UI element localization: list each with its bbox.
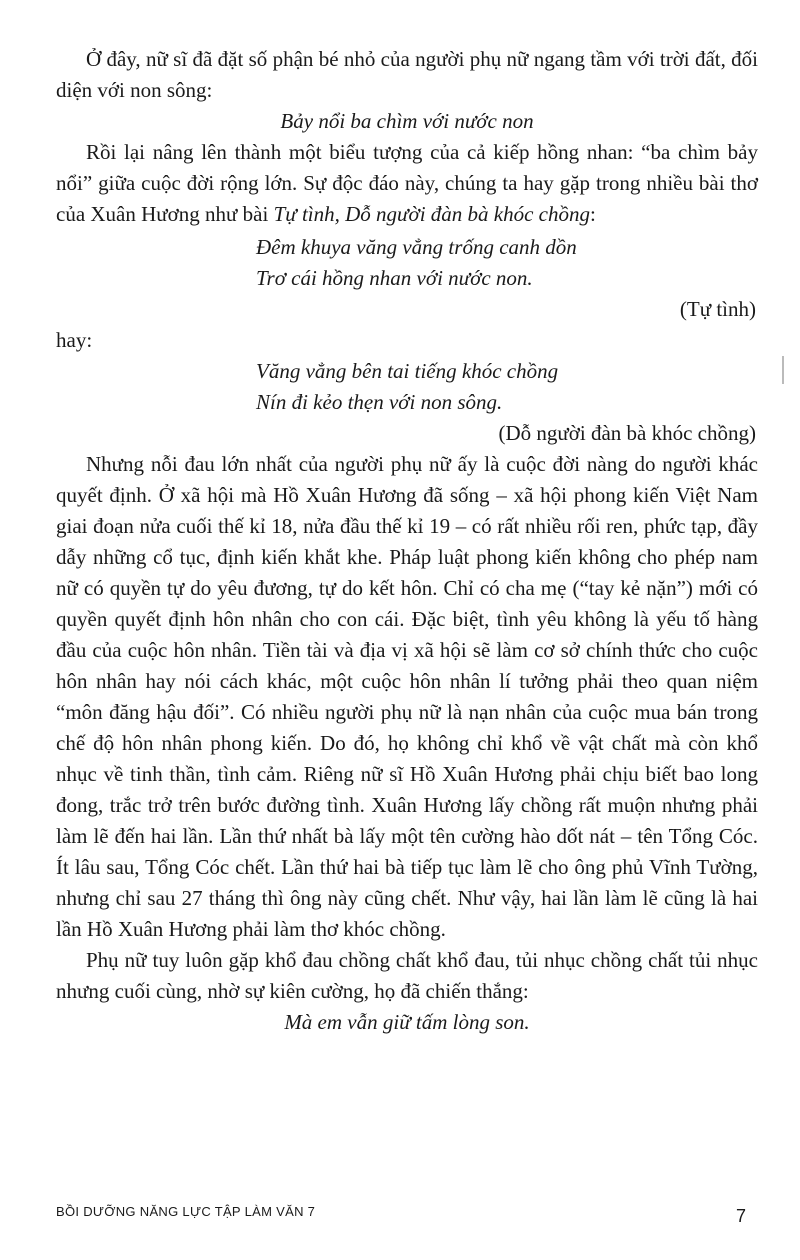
verse-1-line-1: Đêm khuya văng vẳng trống canh dồn (256, 235, 577, 259)
quote-line-2: Mà em vẫn giữ tấm lòng son. (284, 1010, 530, 1034)
paragraph-1: Ở đây, nữ sĩ đã đặt số phận bé nhỏ của người phụ nữ ngang tầm với trời đất, đối diện với non sông: (56, 47, 758, 102)
scan-edge-mark (782, 356, 784, 384)
paragraph-3: Nhưng nỗi đau lớn nhất của người phụ nữ ấy là cuộc đời nàng do người khác quyết định. Ở xã hội mà Hồ Xuân Hương đã sống – xã hội phong kiến Việt Nam giai đoạn nửa cuối thế kỉ 18, nửa đầu thế kỉ 19 – có rất nhiều rối ren, phức tạp, đầy dẫy những cổ tục, định kiến khắt khe. Pháp luật phong kiến không cho phép nam nữ có quyền tự do yêu đương, tự do kết hôn. Chỉ có cha mẹ (“tay kẻ nặn”) mới có quyền quyết định hôn nhân cho con cái. Đặc biệt, tình yêu không là yếu tố hàng đầu của cuộc hôn nhân. Tiền tài và địa vị xã hội sẽ làm cơ sở chính thức cho cuộc hôn nhân hay nói cách khác, một cuộc hôn nhân lí tưởng phải theo quan niệm “môn đăng hậu đối”. Có nhiều người phụ nữ là nạn nhân của cuộc mua bán trong chế độ hôn nhân phong kiến. Do đó, họ không chỉ khổ về vật chất mà còn khổ nhục về tinh thần, tình cảm. Riêng nữ sĩ Hồ Xuân Hương phải chịu biết bao long đong, trắc trở trên bước đường tình. Xuân Hương lấy chồng rất muộn nhưng phải làm lẽ đến hai lần. Lần thứ nhất bà lấy một tên cường hào dốt nát – tên Tổng Cóc. Ít lâu sau, Tổng Cóc chết. Lần thứ hai bà tiếp tục làm lẽ cho ông phủ Vĩnh Tường, nhưng chỉ sau 27 tháng thì ông này cũng chết. Như vậy, hai lần làm lẽ cũng là hai lần Hồ Xuân Hương phải làm thơ khóc chồng. (56, 452, 758, 941)
poem-titles: Tự tình, Dỗ người đàn bà khóc chồng (273, 202, 591, 226)
footer-book-title: BỒI DƯỠNG NĂNG LỰC TẬP LÀM VĂN 7 (56, 1204, 316, 1219)
verse-1-line-2: Trơ cái hồng nhan với nước non. (256, 266, 533, 290)
verse-1-source: (Tự tình) (679, 297, 756, 321)
page-body (56, 44, 758, 1038)
verse-2-source: (Dỗ người đàn bà khóc chồng) (498, 421, 756, 445)
paragraph-2-colon: : (590, 202, 596, 226)
paragraph-2 (56, 137, 758, 230)
verse-2-line-2: Nín đi kẻo thẹn với non sông. (256, 390, 503, 414)
paragraph-2-text: Rồi lại nâng lên thành một biểu tượng của cả kiếp hồng nhan: “ba chìm bảy nổi” giữa cuộc đời rộng lớn. Sự độc đáo này, chúng ta hay gặp trong nhiều bài thơ của Xuân Hương như bài (56, 140, 758, 226)
page-number: 7 (736, 1206, 747, 1226)
quote-line-1: Bảy nổi ba chìm với nước non (280, 109, 534, 133)
paragraph-4: Phụ nữ tuy luôn gặp khổ đau chồng chất khổ đau, tủi nhục chồng chất tủi nhục nhưng cuối cùng, nhờ sự kiên cường, họ đã chiến thắng: (56, 948, 758, 1003)
connector-hay: hay: (56, 328, 93, 352)
verse-2-line-1: Văng vẳng bên tai tiếng khóc chồng (256, 359, 559, 383)
